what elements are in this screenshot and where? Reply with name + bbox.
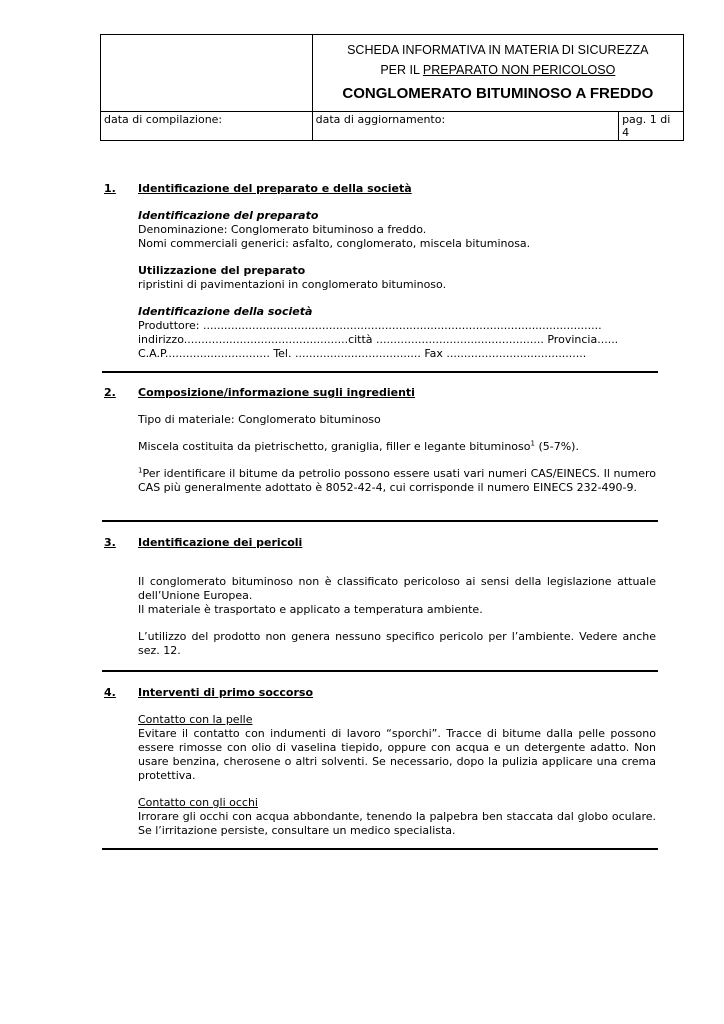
section-divider [102, 520, 658, 522]
section-heading: 1. Identificazione del preparato e della società [104, 182, 412, 195]
section-2 [104, 386, 656, 495]
paragraph: ripristini di pavimentazioni in conglomerato bituminoso. [138, 278, 447, 291]
update-date-cell: data di aggiornamento: [312, 112, 618, 141]
section-heading: 4. Interventi di primo soccorso [104, 686, 314, 699]
section-divider [102, 848, 658, 850]
form-line-produttore: Produttore: .................................................................................................................. [138, 319, 602, 332]
title-cell [312, 35, 683, 112]
sheet-subtype-line: PER IL PREPARATO NON PERICOLOSO [380, 63, 616, 77]
footnote: $^1$Per identificare il bitume da petrolio possono essere usati vari numeri CAS/EINECS. Il numero CAS più generalmente adottato è 8052-42-4, cui corrisponde il numero EINECS 232-490-9. [138, 466, 656, 494]
section-4 [104, 686, 656, 838]
section-heading: 3. Identificazione dei pericoli [104, 536, 303, 549]
paragraph: Irrorare gli occhi con acqua abbondante, tenendo la palpebra ben staccata dal globo oculare. Se l’irritazione persiste, consultare un medico specialista. [138, 810, 656, 837]
paragraph: Denominazione: Conglomerato bituminoso a freddo. [138, 223, 427, 236]
form-line-indirizzo: indirizzo...............................................città ................................................ Provincia...... [138, 333, 619, 346]
product-title: CONGLOMERATO BITUMINOSO A FREDDO [342, 85, 654, 102]
paragraph: Evitare il contatto con indumenti di lavoro “sporchi”. Tracce di bitume dalla pelle possono essere rimosse con olio di vaselina tiepido, oppure con acqua e un detergente adatto. Non usare benzina, cherosene o altri solventi. Se necessario, dopo la pulizia applicare una crema protettiva. [138, 727, 656, 782]
paragraph: Il materiale è trasportato e applicato a temperatura ambiente. [138, 603, 483, 616]
form-line-cap: C.A.P.............................. Tel. .................................... Fax ........................................ [138, 347, 587, 360]
subheading: Identificazione della società [138, 305, 313, 318]
section-divider [102, 670, 658, 672]
sheet-type-line: SCHEDA INFORMATIVA IN MATERIA DI SICUREZZA [347, 43, 649, 57]
section-3 [104, 536, 656, 658]
paragraph: Miscela costituita da pietrischetto, graniglia, filler e legante bituminoso$^1$ (5-7%). [138, 439, 579, 453]
subheading: Contatto con la pelle [138, 713, 253, 726]
paragraph: Tipo di materiale: Conglomerato bituminoso [138, 413, 381, 426]
section-divider [102, 371, 658, 373]
section-heading: 2. Composizione/informazione sugli ingredienti [104, 386, 415, 399]
paragraph: L’utilizzo del prodotto non genera nessuno specifico pericolo per l’ambiente. Vedere anche sez. 12. [138, 630, 656, 657]
compilation-date-cell: data di compilazione: [101, 112, 313, 141]
paragraph: Il conglomerato bituminoso non è classificato pericoloso ai sensi della legislazione attuale dell’Unione Europea. [138, 575, 656, 602]
logo-placeholder-cell [101, 35, 313, 112]
subheading: Utilizzazione del preparato [138, 264, 306, 277]
section-1 [104, 182, 656, 361]
subheading: Identificazione del preparato [138, 209, 319, 222]
page-number-cell: pag. 1 di 4 [619, 112, 684, 141]
subheading: Contatto con gli occhi [138, 796, 258, 809]
paragraph: Nomi commerciali generici: asfalto, conglomerato, miscela bituminosa. [138, 237, 531, 250]
header-table [100, 34, 684, 141]
